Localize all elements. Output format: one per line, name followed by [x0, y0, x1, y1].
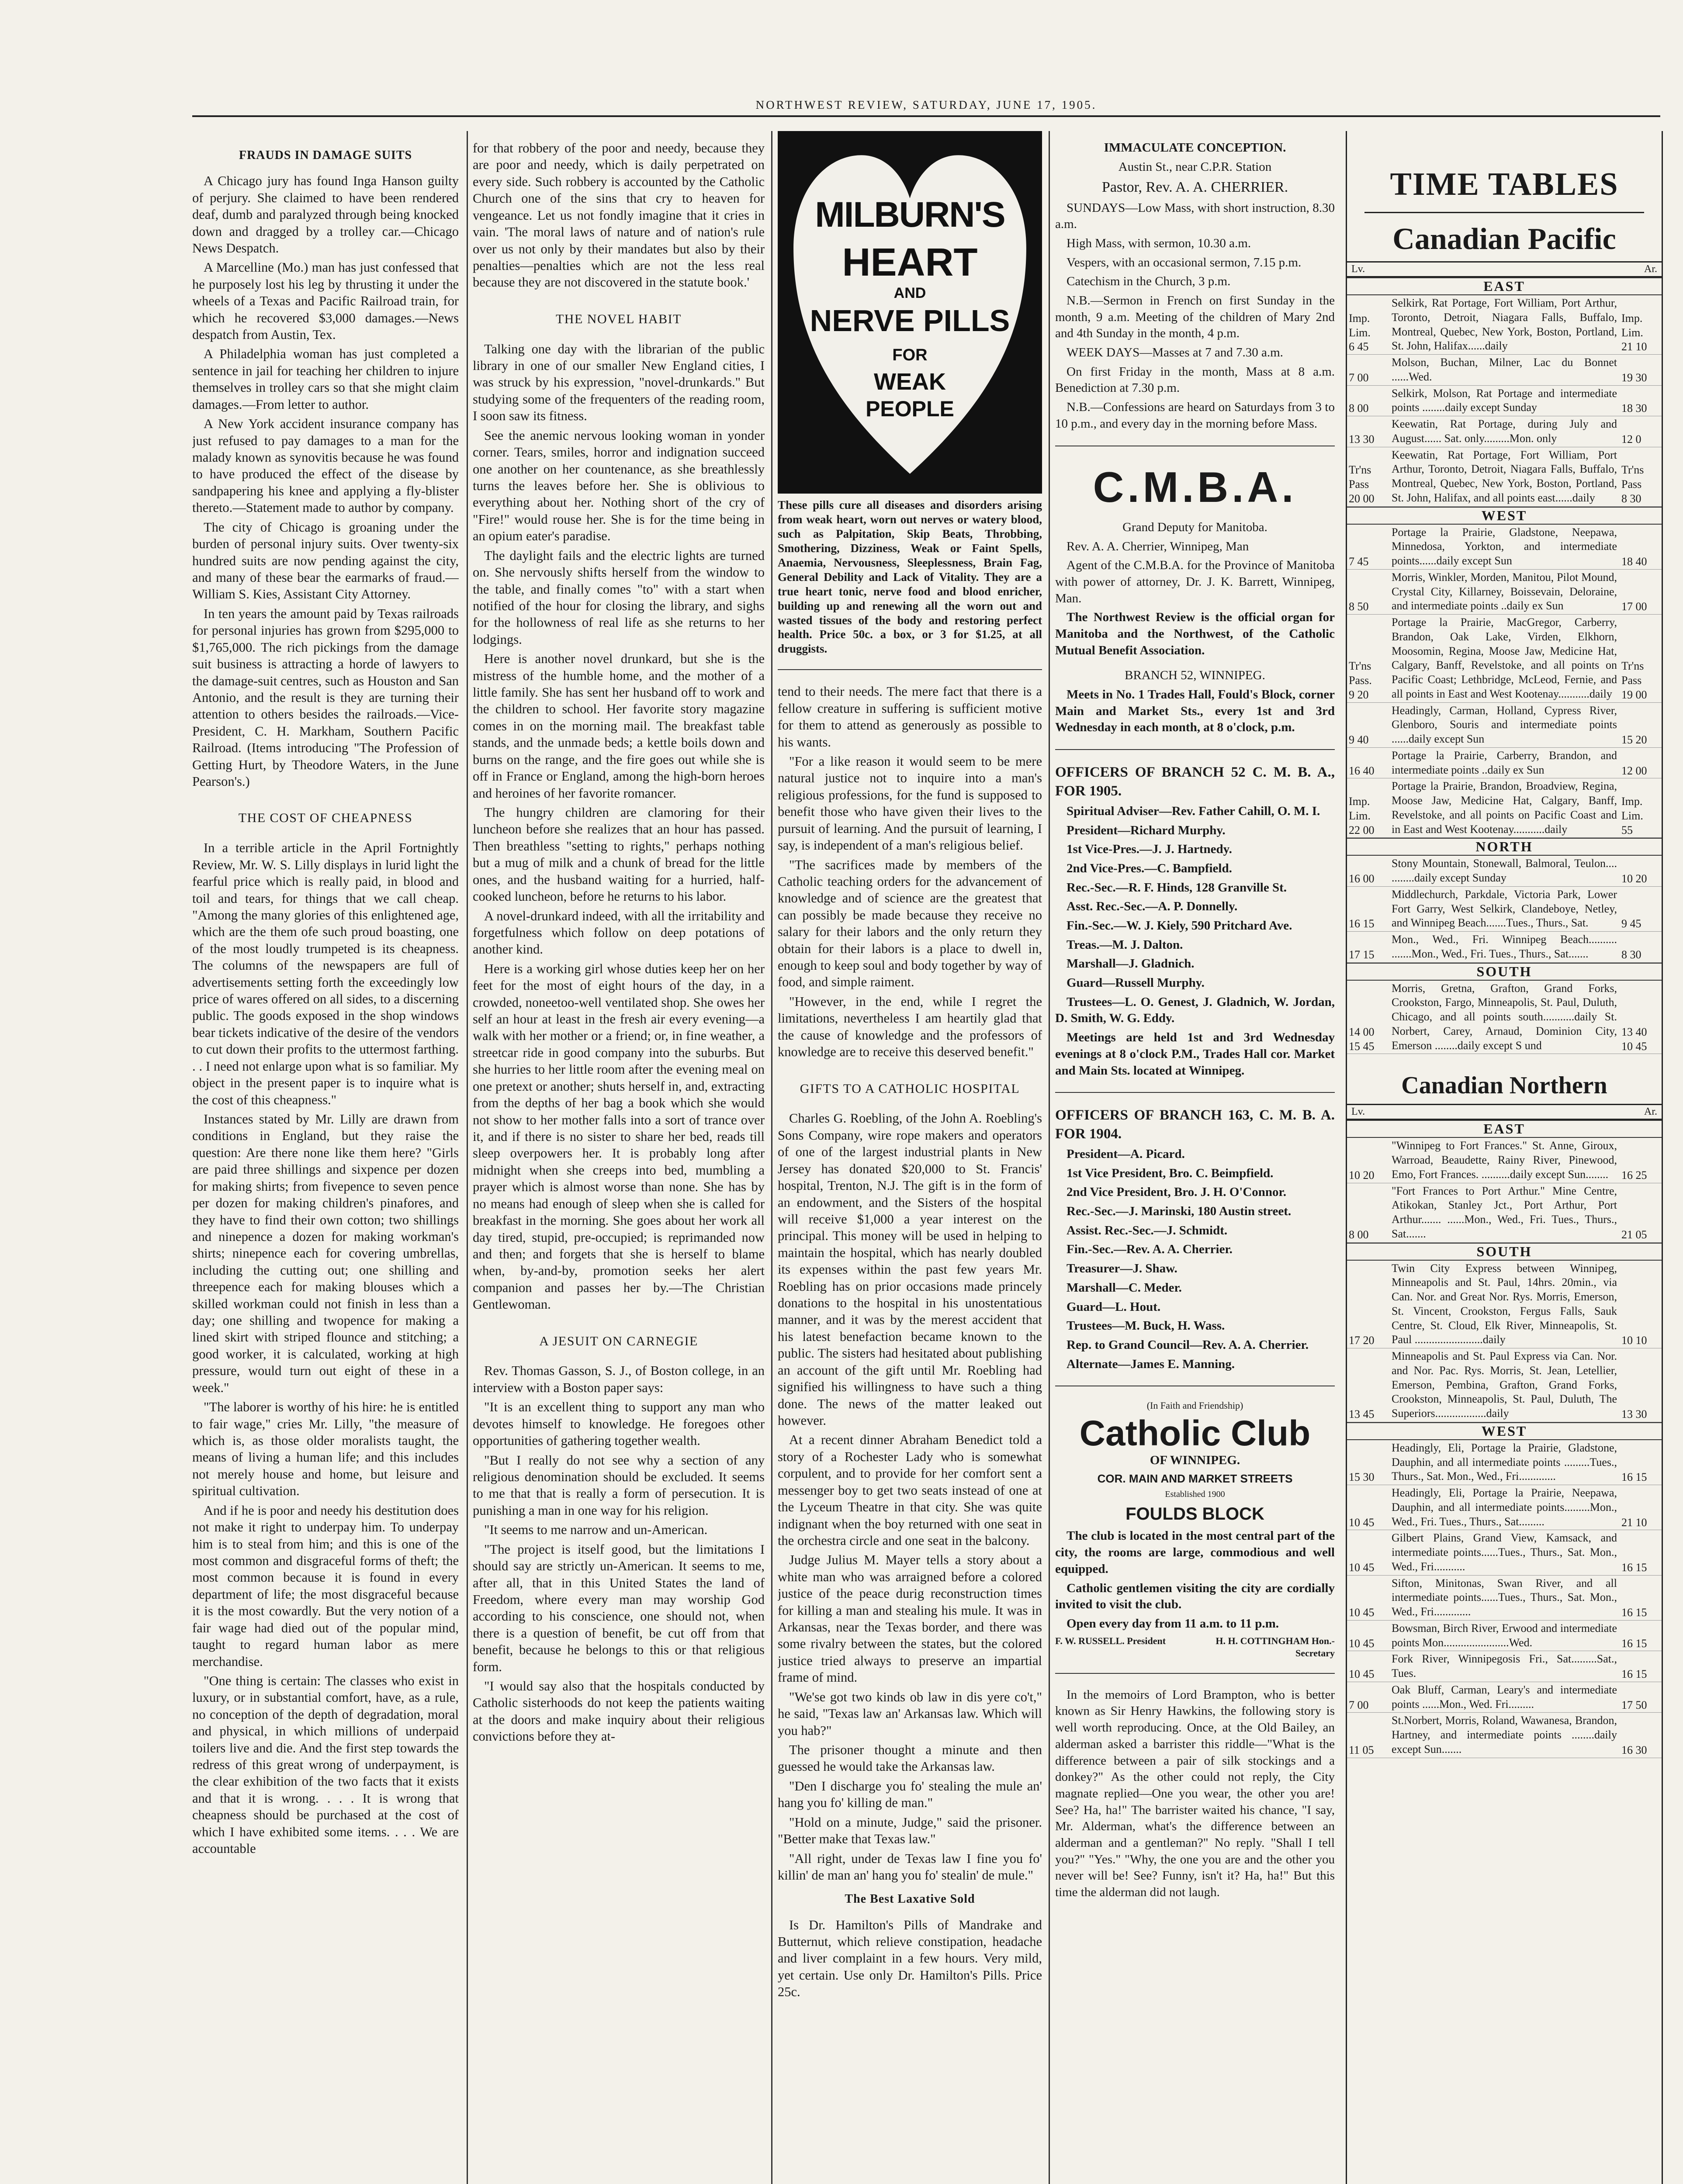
- timetable-row: [1347, 1348, 1662, 1422]
- paragraph: "It seems to me narrow and un-American.: [484, 1522, 708, 1538]
- route-description: St.Norbert, Morris, Roland, Wawanesa, Brandon, Hartney, and intermediate points ........daily except Sun.......: [1392, 1714, 1617, 1755]
- paragraph: tend to their needs. The mere fact that there is a fellow creature in suffering is sufficient motive for them to attend as generously as possible to his wants.: [778, 684, 1042, 750]
- arrival-time: Tr'ns Pass 8 30: [1621, 463, 1644, 505]
- jesuit-heading: A JESUIT ON CARNEGIE: [539, 1334, 698, 1348]
- timetable-row: [1347, 570, 1662, 615]
- timetable-row: [1347, 887, 1662, 932]
- immaculate-pastor: Pastor, Rev. A. A. CHERRIER.: [1101, 179, 1288, 196]
- cmba-heading: C.M.B.A.: [1093, 463, 1297, 511]
- lv-label: Lv.: [1351, 263, 1365, 275]
- route-description: Mon., Wed., Fri. Winnipeg Beach.......... .......Mon., Wed., Fri. Tues., Thurs., Sat.......: [1392, 933, 1617, 960]
- arrival-time: 16 15: [1621, 1668, 1647, 1680]
- paragraph: Charles G. Roebling, of the John A. Roebling's Sons Company, wire rope makers and operators of one of the largest industrial plants in New Jersey has donated $20,000 to St. Francis' hospital, Trenton, N.J. The gift is in the form of an endowment, and the Sisters of the hospital will receive $1,000 a year interest on the principal. This money will be used in helping to maintain the hospital, which has nearly doubled its expenses within the past few years Mr. Roebling has on prior occasions made princely donations to the hospital in his unostentatious manner, and it was by the merest accident that his latest benefaction became known to the public. The sisters had hesitated about publishing an account of the gift until Mr. Roebling had signified his willingness to have such a thing done. The news of the matter leaked out however.: [778, 1111, 1042, 1428]
- ad-line: FOR: [892, 346, 928, 364]
- paragraph: The city of Chicago is groaning under the burden of personal injury suits. Over twenty-six hundred suits are now pending against the city, and many of these bear the earmarks of fraud.—William S. Kies, Assistant City Attorney.: [192, 519, 459, 602]
- cp-name: Canadian Pacific: [1392, 222, 1616, 256]
- departure-time: 17 15: [1349, 948, 1375, 961]
- departure-time: 16 40: [1349, 764, 1375, 777]
- paragraph: "The sacrifices made by members of the Catholic teaching orders for the advancement of knowledge and of science are the greatest that can possibly be made because they receive no salary for their labors and the only return they obtain for their labors is a place to dwell in, enough to keep soul and body together by way of food, and simple raiment.: [778, 857, 1042, 990]
- notice-line: Vespers, with an occasional sermon, 7.15 p.m.: [1067, 255, 1302, 270]
- officer-line: Assist. Rec.-Sec.—J. Schmidt.: [1067, 1223, 1228, 1237]
- route-group: [1347, 525, 1662, 838]
- paragraph: A novel-drunkard indeed, with all the irritability and forgetfulness which follow on deep potations of another kind.: [473, 908, 765, 957]
- arrival-time: 12 00: [1621, 764, 1647, 777]
- timetable-row: [1347, 615, 1662, 703]
- officer-line: Trustees—M. Buck, H. Wass.: [1067, 1319, 1225, 1333]
- departure-time: 10 45: [1349, 1606, 1375, 1619]
- column-2: [473, 140, 765, 2184]
- paragraph: "For a like reason it would seem to be mere natural justice not to inquire into a man's religious professions, for the fund is supposed to benefit those who have given their lives to the pursuit of learning. And the pursuit of learning, I say, is independent of a man's religious belief.: [778, 754, 1042, 853]
- paragraph: Instances stated by Mr. Lilly are drawn from conditions in England, but they raise the question: Are there none like them here? "Girls are paid three shillings and sixpence per dozen for making shirts; from fivepence to seven pence per dozen for making children's pinafores, and they have to find their own cotton; two shillings and ninepence a dozen for making workman's shirts; ninepence each for covering umbrellas, including the cutting out; one shilling and threepence each for making blouses which a skilled workman could not finish in less than a day; one shilling and twopence for making a lined skirt with striped flounce and stitching; a good worker, it is calculated, working at high pressure, would turn out eight of these in a week.": [192, 1112, 459, 1395]
- club-established: Established 1900: [1165, 1489, 1225, 1500]
- paragraph: "Den I discharge you fo' stealing the mule an' hang you fo' killing de man.": [778, 1778, 1042, 1811]
- route-description: Portage la Prairie, Gladstone, Neepawa, Minnedosa, Yorkton, and intermediate points......daily except Sun: [1392, 525, 1617, 567]
- route-description: Bowsman, Birch River, Erwood and intermediate points Mon.......................Wed.: [1392, 1621, 1617, 1649]
- departure-time: 8 50: [1349, 600, 1369, 613]
- timetable-row: [1347, 525, 1662, 570]
- section-north: NORTH: [1347, 838, 1662, 856]
- notice-line: High Mass, with sermon, 10.30 a.m.: [1067, 236, 1251, 250]
- club-address: COR. MAIN AND MARKET STREETS: [1097, 1472, 1293, 1485]
- paragraph: "The laborer is worthy of his hire: he is entitled to fair wage," cries Mr. Lilly, "the measure of which is, as those older moralists taught, the means of living a human life; and this includes not merely house and home, but leisure and spiritual cultivation.: [192, 1400, 459, 1499]
- paragraph: "All right, under de Texas law I fine you fo' killin' de man an' hang you fo' stealin' de mule.": [778, 1851, 1042, 1883]
- departure-time: 10 45: [1349, 1668, 1375, 1680]
- route-description: Selkirk, Molson, Rat Portage and intermediate points ........daily except Sunday: [1392, 387, 1617, 414]
- column-rule: [467, 131, 468, 2184]
- timetable-row: [1347, 1713, 1662, 1758]
- route-description: Headingly, Eli, Portage la Prairie, Gladstone, Dauphin, and all intermediate points .........Tues., Thurs., Sat. Mon., Wed., Fri.............: [1392, 1441, 1617, 1483]
- departure-time: Imp. Lim. 6 45: [1349, 311, 1371, 353]
- timetable-row: [1347, 1440, 1662, 1485]
- officer-line: Guard—L. Hout.: [1067, 1299, 1161, 1314]
- column-1: [192, 140, 459, 2184]
- section-east: EAST: [1347, 277, 1662, 295]
- route-group: [1347, 856, 1662, 962]
- notice-line: On first Friday in the month, Mass at 8 a.m. Benediction at 7.30 p.m.: [1055, 364, 1335, 395]
- paragraph: At a recent dinner Abraham Benedict told a story of a Rochester Lady who is somewhat corpulent, and to provide for her comfort sent a messenger boy to get two seats instead of one at the Lyceum Theatre in that city. She was quite indignant when the boy returned with one seat in the orchestra circle and one seat in the balcony.: [778, 1432, 1042, 1548]
- arrival-time: 16 15: [1621, 1606, 1647, 1619]
- arrival-time: 15 20: [1621, 733, 1647, 746]
- section-west: WEST: [1347, 507, 1662, 525]
- departure-time: 7 00: [1349, 371, 1369, 384]
- arrival-time: 8 30: [1621, 948, 1641, 961]
- arrival-time: 16 15: [1621, 1637, 1647, 1650]
- paragraph: And if he is poor and needy his destitution does not make it right to underpay him. To underpay him is to steal from him; and this is one of the most common and disgraceful forms of theft; the most common because it is found in every department of life; the most disgraceful because it is the most cowardly. But the very notion of a fair wage had died out of the popular mind, taught to regard human labor as mere merchandise.: [192, 1503, 459, 1669]
- departure-time: 14 00 15 45: [1349, 1025, 1375, 1053]
- paragraph: "Hold on a minute, Judge," said the prisoner. "Better make that Texas law.": [778, 1814, 1042, 1847]
- departure-time: 16 15: [1349, 917, 1375, 930]
- route-description: Selkirk, Rat Portage, Fort William, Port Arthur, Toronto, Detroit, Niagara Falls, Buffalo, Montreal, Quebec, New York, Boston, Portland, St. John, Halifax......daily: [1392, 297, 1617, 352]
- route-description: Sifton, Minitonas, Swan River, and all intermediate points......Tues., Thurs., Sat. Mon., Wed., Fri.............: [1392, 1576, 1617, 1618]
- officer-line: 1st Vice President, Bro. C. Beimpfield.: [1067, 1166, 1274, 1180]
- paragraph: "However, in the end, while I regret the limitations, nevertheless I am heartily glad that the cause of knowledge and the professors of knowledge are to receive this deserved benefit.": [778, 994, 1042, 1060]
- immaculate-heading: IMMACULATE CONCEPTION.: [1104, 141, 1286, 155]
- route-description: Portage la Prairie, MacGregor, Carberry, Brandon, Oak Lake, Virden, Elkhorn, Moosomin, Regina, Moose Jaw, Medicine Hat, Calgary, Banff, Revelstoke, and all points on Pacific Coast; Lethbridge, McLeod, Fernie, and all points in East and West Kootenay...........daily: [1392, 616, 1617, 700]
- timetable-row: [1347, 1138, 1662, 1183]
- departure-time: Tr'ns Pass 20 00: [1349, 463, 1375, 505]
- paragraph: "One thing is certain: The classes who exist in luxury, or in substantial comfort, have, as a rule, no conception of the depth of degradation, moral and physical, in which millions of underpaid toilers live and die. And the first step towards the redress of this great wrong of underpayment, is the clear exhibition of the two facts that it exists and that it is wrong. . . . It is wrong that cheapness should be purchased at the cost of which I have exhibited some items. . . . We are accountable: [192, 1673, 459, 1856]
- officer-line: Spiritual Adviser—Rev. Father Cahill, O. M. I.: [1067, 804, 1320, 818]
- paragraph: A Philadelphia woman has just completed a sentence in jail for teaching her children to injure themselves in trolley cars so that she might claim damages.—From letter to author.: [192, 346, 459, 412]
- timetable-row: [1347, 1183, 1662, 1243]
- ad-line: NERVE PILLS: [810, 304, 1010, 338]
- ad-line: AND: [893, 285, 926, 301]
- departure-time: 13 30: [1349, 432, 1375, 446]
- section-east: EAST: [1347, 1120, 1662, 1138]
- notice-line: Agent of the C.M.B.A. for the Province of Manitoba with power of attorney, Dr. J. K. Barrett, Winnipeg, Man.: [1055, 558, 1335, 605]
- arrival-time: 17 00: [1621, 600, 1647, 613]
- section-south: SOUTH: [1347, 963, 1662, 981]
- notice-line: The Northwest Review is the official organ for Manitoba and the Northwest, of the Catholic Mutual Benefit Association.: [1055, 610, 1335, 657]
- timetable-row: [1347, 748, 1662, 779]
- officer-line: Rec.-Sec.—J. Marinski, 180 Austin street.: [1067, 1204, 1292, 1219]
- arrival-time: 12 0: [1621, 432, 1641, 446]
- departure-time: 13 45: [1349, 1408, 1375, 1420]
- gifts-heading: GIFTS TO A CATHOLIC HOSPITAL: [800, 1081, 1020, 1096]
- officer-line: Fin.-Sec.—W. J. Kiely, 590 Pritchard Ave.: [1067, 919, 1292, 933]
- club-line: Open every day from 11 a.m. to 11 p.m.: [1067, 1616, 1279, 1631]
- officer-line: President—A. Picard.: [1067, 1147, 1185, 1161]
- timetable-row: [1347, 1651, 1662, 1682]
- arrival-time: 18 30: [1621, 402, 1647, 415]
- time-tables: [1346, 131, 1663, 2184]
- club-tagline: (In Faith and Friendship): [1146, 1400, 1243, 1411]
- arrival-time: 13 30: [1621, 1408, 1647, 1420]
- officer-line: Treas.—M. J. Dalton.: [1067, 937, 1183, 952]
- masthead: NORTHWEST REVIEW, SATURDAY, JUNE 17, 1905.: [192, 98, 1660, 117]
- ad-body: These pills cure all diseases and disorders arising from weak heart, worn out nerves or watery blood, such as Palpitation, Skip Beats, Throbbing, Smothering, Dizziness, Weak or Faint Spells, Anaemia, Nervousness, Sleeplessness, Brain Fag, General Debility and Lack of Vitality. They are a true heart tonic, nerve food and blood enricher, building up and renewing all the worn out and wasted tissues of the body and restoring perfect health. Price 50c. a box, or 3 for $1.25, at all druggists.: [778, 498, 1042, 656]
- club-block: FOULDS BLOCK: [1125, 1504, 1264, 1524]
- route-group: [1347, 1261, 1662, 1422]
- departure-time: Tr'ns Pass. 9 20: [1349, 660, 1372, 701]
- timetable-row: [1347, 447, 1662, 507]
- notice-line: N.B.—Sermon in French on first Sunday in the month, 9 a.m. Meeting of the children of Mary 2nd and 4th Sunday in the month, 4 p.m.: [1055, 294, 1335, 341]
- officer-line: Rep. to Grand Council—Rev. A. A. Cherrier.: [1067, 1337, 1309, 1352]
- departure-time: 17 20: [1349, 1334, 1375, 1347]
- timetable-row: [1347, 1530, 1662, 1575]
- section-west: WEST: [1347, 1422, 1662, 1440]
- officer-line: Guard—Russell Murphy.: [1067, 976, 1205, 990]
- notice-line: N.B.—Confessions are heard on Saturdays from 3 to 10 p.m., and every day in the morning before Mass.: [1055, 400, 1335, 431]
- arrival-time: 18 40: [1621, 555, 1647, 568]
- timetable-row: [1347, 1485, 1662, 1530]
- timetable-row: [1347, 416, 1662, 447]
- timetable-row: [1347, 1621, 1662, 1652]
- timetable-row: [1347, 1576, 1662, 1621]
- timetable-row: [1347, 295, 1662, 355]
- route-description: Portage la Prairie, Brandon, Broadview, Regina, Moose Jaw, Medicine Hat, Calgary, Banff, Revelstoke, and all points on Pacific Coast and in East and West Kootenay...........daily: [1392, 780, 1617, 836]
- route-description: Fork River, Winnipegosis Fri., Sat.........Sat., Tues.: [1392, 1652, 1617, 1679]
- arrival-time: Imp. Lim. 21 10: [1621, 311, 1647, 353]
- departure-time: 8 00: [1349, 1228, 1369, 1241]
- paragraph: "But I really do not see why a section of any religious denomination should be excluded. It seems to me that that is really a form of persecution. It is punishing a man in one way for his religion.: [473, 1452, 765, 1518]
- route-description: Twin City Express between Winnipeg, Minneapolis and St. Paul, 14hrs. 20min., via Can. Nor. and Great Nor. Rys. Morris, Emerson, St. Vincent, Crookston, Fergus Falls, Sauk Centre, St. Cloud, Elk River, Minneapolis, St. Paul ........................daily: [1392, 1261, 1617, 1346]
- notice-line: Catechism in the Church, 3 p.m.: [1067, 274, 1231, 289]
- frauds-heading: FRAUDS IN DAMAGE SUITS: [239, 149, 412, 162]
- notice-line: Meets in No. 1 Trades Hall, Fould's Block, corner Main and Market Sts., every 1st and 3rd Wednesday in each month, at 8 o'clock, p.m.: [1055, 688, 1335, 735]
- notice-line: Rev. A. A. Cherrier, Winnipeg, Man: [1067, 539, 1249, 553]
- section-south: SOUTH: [1347, 1243, 1662, 1261]
- timetable-row: [1347, 778, 1662, 838]
- departure-time: 9 40: [1349, 733, 1369, 746]
- timetable-row: [1347, 981, 1662, 1054]
- officer-line: Meetings are held 1st and 3rd Wednesday evenings at 8 o'clock P.M., Trades Hall cor. Market and Main Sts. located at Winnipeg.: [1055, 1030, 1335, 1078]
- officer-line: 2nd Vice President, Bro. J. H. O'Connor.: [1067, 1185, 1286, 1199]
- route-description: Headingly, Eli, Portage la Prairie, Neepawa, Dauphin, and all intermediate points.........Mon., Wed., Fri. Tues., Thurs., Sat.........: [1392, 1486, 1617, 1528]
- table-header: [1347, 1104, 1662, 1120]
- route-description: Headingly, Carman, Holland, Cypress River, Glenboro, Souris and intermediate points ......daily except Sun: [1392, 704, 1617, 745]
- arrival-time: 19 30: [1621, 371, 1647, 384]
- arrival-time: 21 10: [1621, 1516, 1647, 1529]
- departure-time: Imp. Lim. 22 00: [1349, 795, 1375, 836]
- route-description: Oak Bluff, Carman, Leary's and intermediate points ......Mon., Wed. Fri.........: [1392, 1683, 1617, 1711]
- paragraph: Here is another novel drunkard, but she is the mistress of the humble home, and the mother of a little family. She has sent her husband off to work and the children to school. Her favorite story magazine comes in on the morning mail. The breakfast table stands, and the unmade beds; a kettle boils down and burns on the range, and the fire goes out while she is off in France or England, among the high-born heroes and heroines of her favorite romancer.: [473, 651, 765, 801]
- route-description: Portage la Prairie, Carberry, Brandon, and intermediate points ..daily ex Sun: [1392, 749, 1617, 776]
- route-description: Molson, Buchan, Milner, Lac du Bonnet ......Wed.: [1392, 356, 1617, 383]
- paragraph: A Marcelline (Mo.) man has just confessed that he purposely lost his leg by thrusting it under the wheels of a Texas and Pacific Railroad train, for which he recovered $3,000 damages.—News despatch from Austin, Tex.: [192, 260, 459, 342]
- departure-time: 16 00: [1349, 872, 1375, 885]
- novel-heading: THE NOVEL HABIT: [555, 311, 682, 326]
- arrival-time: Tr'ns Pass 19 00: [1621, 660, 1647, 701]
- club-line: The club is located in the most central part of the city, the rooms are large, commodious and well equipped.: [1055, 1529, 1335, 1576]
- paragraph: Judge Julius M. Mayer tells a story about a white man who was arraigned before a colored justice of the peace durig reconstruction times for killing a man and stealing his mule. It was in Arkansas, near the Texas border, and there was some rivalry between the states, but the colored justice tried always to preserve an impartial frame of mind.: [778, 1552, 1042, 1685]
- immaculate-location: Austin St., near C.P.R. Station: [1118, 159, 1272, 174]
- officers163-heading: OFFICERS OF BRANCH 163, C. M. B. A. FOR 1904.: [1055, 1107, 1335, 1142]
- paragraph: Rev. Thomas Gasson, S. J., of Boston college, in an interview with a Boston paper says:: [473, 1363, 765, 1395]
- paragraph: for that robbery of the poor and needy, because they are poor and needy, which is daily perpetrated on every side. Such robbery is accounted by the Catholic Church one of the sins that cry to heaven for vengeance. Let us not fondly imagine that it cries in vain. 'The moral laws of nature and of nation's rule over us not only by their mandates but also by their penalties—penalties which are not the less real because they are not discovered in the statute book.': [473, 141, 765, 290]
- ar-label: Ar.: [1644, 263, 1657, 275]
- notice-line: WEEK DAYS—Masses at 7 and 7.30 a.m.: [1067, 346, 1283, 360]
- paragraph: "I would say also that the hospitals conducted by Catholic sisterhoods do not keep the patients waiting at the doors and make inquiry about their religious convictions before they at-: [473, 1679, 765, 1744]
- timetable-row: [1347, 856, 1662, 887]
- timetable-row: [1347, 932, 1662, 963]
- arrival-time: 9 45: [1621, 917, 1641, 930]
- route-description: Keewatin, Rat Portage, Fort William, Port Arthur, Toronto, Detroit, Niagara Falls, Buffalo, Montreal, Quebec, New York, Boston, Portland, St. John, Halifax, and all points east......daily: [1392, 448, 1617, 504]
- paragraph: In a terrible article in the April Fortnightly Review, Mr. W. S. Lilly displays in lurid light the fearful price which is really paid, in blood and toil and tears, for things that we call cheap. "Among the many glories of this enlightened age, which are the them ofe such proud boasting, one of the most loudly trumpeted is its cheapness. The columns of the newspapers are full of advertisements setting forth the exceedingly low price of wares offered on all sides, to a discerning public. The goods exposed in the shop windows bear tickets indicative of the desire of the vendors to cut down their profits to the uttermost farthing. . . I need not enlarge upon what is so familiar. My object in the present paper is to inquire what is the cost of this cheapness.": [192, 840, 459, 1107]
- divider: [1055, 1673, 1335, 1674]
- departure-time: 15 30: [1349, 1471, 1375, 1484]
- arrival-time: 10 10: [1621, 1334, 1647, 1347]
- table-header: [1347, 261, 1662, 277]
- route-description: Morris, Winkler, Morden, Manitou, Pilot Mound, Crystal City, Killarney, Boissevain, Deloraine, and intermediate points ..daily ex Sun: [1392, 570, 1617, 612]
- route-group: [1347, 1440, 1662, 1758]
- club-city: OF WINNIPEG.: [1150, 1453, 1240, 1467]
- divider: [1055, 1092, 1335, 1093]
- officer-line: Marshall—J. Gladnich.: [1067, 957, 1195, 971]
- timetable-row: [1347, 1682, 1662, 1713]
- paragraph: The daylight fails and the electric lights are turned on. She nervously shifts herself from the window to the table, and finally comes "to" with a start when notified of the hour for closing the library, and sighs for the hollowness of real life as she returns to her lodgings.: [473, 548, 765, 647]
- lv-label: Lv.: [1351, 1106, 1365, 1118]
- ad-brand: MILBURN'S: [815, 195, 1005, 235]
- divider: [1055, 749, 1335, 750]
- column-rule: [1049, 131, 1050, 2184]
- paragraph: The hungry children are clamoring for their luncheon before she realizes that an hour has passed. Then breathless "setting to rights," perhaps nothing but a mug of milk and a chunk of bread for the little ones, and the husband waiting for a hurried, half-cooked luncheon, before he returns to his labor.: [473, 805, 765, 904]
- route-group: [1347, 1138, 1662, 1242]
- ad-line: WEAK: [874, 369, 946, 395]
- paragraph: "The project is itself good, but the limitations I should say are strictly un-American. It seems to me, after all, that in this United States the land of Freedom, where every man may worship God according to his conscience, one should not, when there is a question of benefit, be cut off from that benefit, because he belongs to this or that religious form.: [473, 1541, 765, 1674]
- route-description: Minneapolis and St. Paul Express via Can. Nor. and Nor. Pac. Rys. Morris, St. Jean, Letellier, Emerson, Pembina, Grafton, Grand Forks, Crookston, Minneapolis, St. Paul, Duluth, The Superiors..................daily: [1392, 1350, 1617, 1420]
- officer-line: Treasurer—J. Shaw.: [1067, 1261, 1177, 1276]
- notice-line: SUNDAYS—Low Mass, with short instruction, 8.30 a.m.: [1055, 200, 1335, 232]
- departure-time: 8 00: [1349, 402, 1369, 415]
- officer-line: Asst. Rec.-Sec.—A. P. Donnelly.: [1067, 899, 1238, 914]
- officers52-heading: OFFICERS OF BRANCH 52 C. M. B. A., FOR 1905.: [1055, 764, 1335, 799]
- column-3: [778, 131, 1042, 2184]
- arrival-time: 21 05: [1621, 1228, 1647, 1241]
- officer-line: Marshall—C. Meder.: [1067, 1280, 1182, 1295]
- route-description: Stony Mountain, Stonewall, Balmoral, Teulon.... ........daily except Sunday: [1392, 857, 1617, 884]
- route-group: [1347, 295, 1662, 507]
- paragraph: A Chicago jury has found Inga Hanson guilty of perjury. She claimed to have been rendered deaf, dumb and paralyzed through being knocked down and dragged by a trolley car.—Chicago News Despatch.: [192, 173, 459, 256]
- paragraph: "We'se got two kinds ob law in dis yere co't," he said, "Texas law an' Arkansas law. Which will you hab?": [778, 1689, 1042, 1738]
- paragraph: Here is a working girl whose duties keep her on her feet for the most of eight hours of the day, in a crowded, noneetoo-well ventilated shop. She owes her self an hour at least in the fresh air every evening—a walk with her mother or a friend; or, in fine weather, a streetcar ride in good company into the suburbs. But she hurries to her little room after the evening meal on one pretext or another; shuts herself in, and, extracting from the depths of her bag a book which she would not show to her mother falls into a sort of trance over it, and if there is no sister to share her bed, reads till sleep overpowers her. It is probably long after midnight when she creeps into bed, mumbling a prayer which is almost worse than none. She has by no means had enough of sleep when she is called for breakfast in the morning. She goes about her work all day tired, stupid, pre-occupied; is reprimanded now and then; and forgets that she is herself to blame when, by-and-by, promotion seeks her alert companion and passes her by.—The Christian Gentlewoman.: [473, 961, 765, 1312]
- arrival-time: 17 50: [1621, 1698, 1647, 1711]
- route-description: "Winnipeg to Fort Frances." St. Anne, Giroux, Warroad, Beaudette, Rainy River, Pinewood, Emo, Fort Frances. ..........daily except Sun........: [1392, 1139, 1617, 1181]
- pills-advertisement: [778, 131, 1042, 494]
- paragraph: Talking one day with the librarian of the public library in one of our smaller New England cities, I was struck by his expression, "novel-drunkards." But studying some of the frequenters of the reading room, I soon saw its fitness.: [473, 341, 765, 424]
- departure-time: 10 45: [1349, 1516, 1375, 1529]
- ar-label: Ar.: [1644, 1106, 1657, 1118]
- cheapness-heading: THE COST OF CHEAPNESS: [238, 811, 413, 826]
- route-description: Gilbert Plains, Grand View, Kamsack, and intermediate points......Tues., Thurs., Sat. Mon., Wed., Fri...........: [1392, 1531, 1617, 1573]
- timetables-title: TIME TABLES: [1390, 166, 1619, 202]
- departure-time: 10 20: [1349, 1168, 1375, 1182]
- divider: [778, 669, 1042, 670]
- ad-line: PEOPLE: [866, 397, 954, 421]
- officer-line: Alternate—James E. Manning.: [1067, 1357, 1235, 1371]
- arrival-time: Imp. Lim. 55: [1621, 795, 1643, 836]
- departure-time: 7 45: [1349, 555, 1369, 568]
- officer-line: Trustees—L. O. Genest, J. Gladnich, W. Jordan, D. Smith, W. G. Eddy.: [1055, 995, 1335, 1026]
- officer-line: 1st Vice-Pres.—J. J. Hartnedy.: [1067, 842, 1232, 857]
- route-description: "Fort Frances to Port Arthur." Mine Centre, Atikokan, Stanley Jct., Port Arthur, Port Arthur....... ......Mon., Wed., Fri. Tues., Thurs., Sat.......: [1392, 1184, 1617, 1240]
- divider: [1364, 212, 1644, 213]
- club-president: F. W. RUSSELL. President: [1055, 1635, 1166, 1646]
- club-name: Catholic Club: [1079, 1413, 1311, 1453]
- paragraph: See the anemic nervous looking woman in yonder corner. Tears, smiles, horror and indignation succeed one another on her countenance, as she breathlessly turns the leaves before her. She is oblivious to everything about her. Nothing short of the cry of "Fire!" would rouse her. She is for the time being in an opium eater's paradise.: [473, 428, 765, 544]
- departure-time: 7 00: [1349, 1698, 1369, 1711]
- route-description: Morris, Gretna, Grafton, Grand Forks, Crookston, Fargo, Minneapolis, St. Paul, Duluth, Chicago, and all points south...........daily St. Norbert, Carey, Arnaud, Dominion City, Emerson ........daily except S und: [1392, 981, 1617, 1052]
- paragraph: "It is an excellent thing to support any man who devotes himself to knowledge. He foregoes other opportunities of gathering together wealth.: [473, 1400, 765, 1448]
- paragraph: A New York accident insurance company has just refused to pay damages to a man for the malady known as synovitis because he was found to have produced the effect of the disease by sandpapering his knee and applying a fly-blister thereto.—Statement made to author by company.: [192, 416, 459, 515]
- timetable-row: [1347, 1261, 1662, 1349]
- departure-time: 11 05: [1349, 1743, 1374, 1756]
- notice-line: Grand Deputy for Manitoba.: [1122, 520, 1267, 534]
- paragraph: The prisoner thought a minute and then guessed he would take the Arkansas law.: [778, 1742, 1042, 1774]
- timetable-row: [1347, 386, 1662, 417]
- timetable-row: [1347, 703, 1662, 748]
- laxative-heading: The Best Laxative Sold: [845, 1892, 975, 1906]
- arrival-time: 16 15: [1621, 1561, 1647, 1574]
- paragraph: Is Dr. Hamilton's Pills of Mandrake and Butternut, which relieve constipation, headache and liver complaint in a few hours. Very mild, yet certain. Use only Dr. Hamilton's Pills. Price 25c.: [778, 1917, 1042, 2000]
- timetable-row: [1347, 355, 1662, 386]
- arrival-time: 16 25: [1621, 1168, 1647, 1182]
- arrival-time: 10 20: [1621, 872, 1647, 885]
- arrival-time: 16 15: [1621, 1471, 1647, 1484]
- arrival-time: 13 40 10 45: [1621, 1025, 1647, 1053]
- officer-line: 2nd Vice-Pres.—C. Bampfield.: [1067, 861, 1232, 875]
- officer-line: President—Richard Murphy.: [1067, 823, 1226, 837]
- club-line: Catholic gentlemen visiting the city are cordially invited to visit the club.: [1055, 1581, 1335, 1612]
- route-description: Middlechurch, Parkdale, Victoria Park, Lower Fort Garry, West Selkirk, Clandeboye, Netley, and Winnipeg Beach.......Tues., Thurs., Sat.: [1392, 888, 1617, 930]
- club-signatures: [1055, 1635, 1335, 1660]
- column-4: [1055, 140, 1335, 2184]
- cn-name: Canadian Northern: [1401, 1072, 1607, 1099]
- departure-time: 10 45: [1349, 1637, 1375, 1650]
- club-secretary: H. H. COTTINGHAM Hon.-Secretary: [1216, 1635, 1335, 1659]
- officer-line: Fin.-Sec.—Rev. A. A. Cherrier.: [1067, 1242, 1233, 1257]
- paragraph: In the memoirs of Lord Brampton, who is better known as Sir Henry Hawkins, the following story is well worth reproducing. Once, at the Old Bailey, an alderman asked a barrister this riddle—"What is the difference between a pair of silk stockings and a donkey?" As the other could not reply, the City magnate replied—One you wear, the other you are! See? Ha, ha!" The barrister waited his chance, "I say, Mr. Alderman, what's the difference between an alderman and a gentleman?" No reply. "Shall I tell you?" "Yes." "Why, the one you are and the other you never will be! See? Funny, isn't it? Ha, ha!" But this time the alderman did not laugh.: [1055, 1687, 1335, 1899]
- paragraph: In ten years the amount paid by Texas railroads for personal injuries has grown from $295,000 to $1,765,000. The rich pickings from the damage suit business is attracting a horde of lawyers to the damage-suit centres, such as Houston and San Antonio, and the result is they are turning their attention to others besides the railroads.—Vice-President, C. H. Markham, Southern Pacific Railroad. (Items introducing "The Profession of Getting Hurt, by Theodore Waters, in the June Pearson's.): [192, 606, 459, 789]
- route-group: [1347, 981, 1662, 1054]
- column-rule: [771, 131, 772, 2184]
- departure-time: 10 45: [1349, 1561, 1375, 1574]
- route-description: Keewatin, Rat Portage, during July and August...... Sat. only.........Mon. only: [1392, 418, 1617, 445]
- officer-line: Rec.-Sec.—R. F. Hinds, 128 Granville St.: [1067, 880, 1287, 895]
- arrival-time: 16 30: [1621, 1743, 1647, 1756]
- branch52-heading: BRANCH 52, WINNIPEG.: [1125, 668, 1265, 683]
- ad-line: HEART: [842, 241, 978, 284]
